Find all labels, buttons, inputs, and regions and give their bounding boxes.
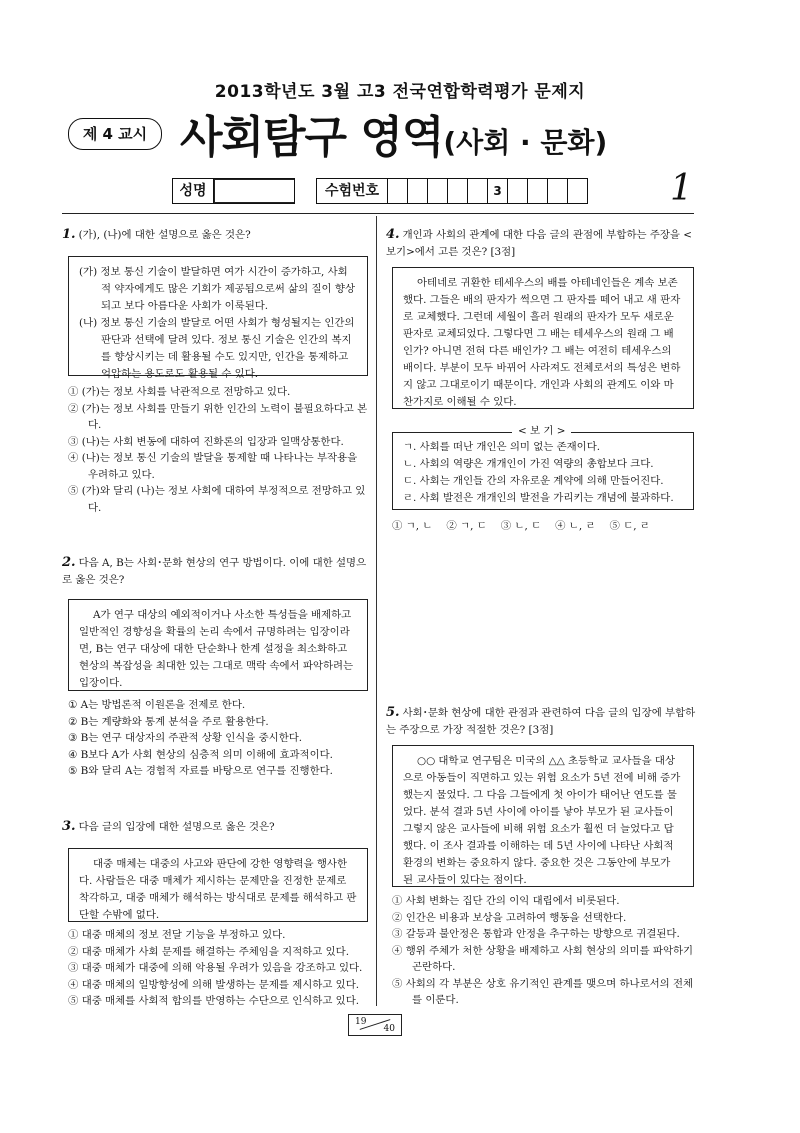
options-list — [392, 893, 696, 1009]
option[interactable]: ③ B는 연구 대상자의 주관적 상황 인식을 중시한다. — [68, 732, 303, 744]
bogi-title: < 보 기 > — [512, 423, 571, 439]
passage-box — [68, 256, 368, 380]
option[interactable]: ④ 대중 매체의 일방향성에 의해 발생하는 문제를 제시하고 있다. — [68, 978, 360, 991]
subject-main: 사회탐구 영역 — [180, 112, 444, 163]
bogi-container — [392, 432, 694, 510]
question-text: 다음 글의 입장에 대한 설명으로 옳은 것은? — [78, 821, 275, 833]
option[interactable]: ③ 갈등과 불안정은 통합과 안정을 추구하는 방향으로 귀결된다. — [392, 928, 680, 940]
passage-ga: (가) 정보 통신 기술이 발달하면 여가 시간이 증가하고, 사회적 약자에게도 많은 기회가 제공됨으로써 삶의 질이 향상되고 보다 아름다운 사회가 이룩된다. — [79, 266, 355, 312]
option[interactable]: ⑤ 대중 매체를 사회적 합의를 반영하는 수단으로 인식하고 있다. — [68, 995, 360, 1007]
question-number: 3. — [62, 819, 76, 834]
exam-number-cell[interactable] — [448, 179, 468, 203]
option[interactable]: ② 대중 매체가 사회 문제를 해결하는 주체임을 지적하고 있다. — [68, 945, 350, 958]
page-counter — [348, 1014, 402, 1036]
name-box[interactable] — [214, 179, 294, 203]
question-text: 개인과 사회의 관계에 대한 다음 글의 관점에 부합하는 주장을 <보기>에서 고른 것은? [3점] — [386, 229, 692, 258]
options-list — [68, 384, 368, 516]
exam-number-cell[interactable] — [548, 179, 568, 203]
subject-title — [180, 101, 607, 165]
option[interactable]: ② ㄱ, ㄷ — [446, 520, 487, 532]
exam-number-cell[interactable] — [508, 179, 528, 203]
option[interactable]: ③ ㄴ, ㄷ — [500, 520, 542, 532]
exam-number-label: 수험번호 — [317, 179, 388, 203]
options-list — [68, 927, 373, 1010]
option[interactable]: ② (가)는 정보 사회를 만들기 위한 인간의 노력이 불필요하다고 본다. — [68, 402, 368, 431]
option[interactable]: ⑤ B와 달리 A는 경험적 자료를 바탕으로 연구를 진행한다. — [68, 765, 333, 777]
option[interactable]: ③ (나)는 사회 변동에 대하여 진화론의 입장과 일맥상통한다. — [68, 435, 344, 448]
answer-options — [392, 518, 694, 535]
option[interactable]: ① 대중 매체의 정보 전달 기능을 부정하고 있다. — [68, 929, 286, 941]
question-2 — [62, 554, 367, 589]
passage-box: A가 연구 대상의 예외적이거나 사소한 특성들을 배제하고 일반적인 경향성을 확률의 논리 속에서 규명하려는 입장이라면, B는 연구 대상에 대한 단순화나 한계 설정을 최소화하고 현상의 복잡성을 최대한 있는 그대로 맥락 속에서 파악하려는 입장이다. — [68, 599, 368, 691]
period-badge: 제 4 교시 — [68, 118, 162, 150]
header-divider — [62, 213, 694, 214]
bogi-item: ㄷ. 사회는 개인들 간의 자유로운 계약에 의해 만들어진다. — [403, 475, 664, 487]
passage-box: 대중 매체는 대중의 사고와 판단에 강한 영향력을 행사한다. 사람들은 대중 매체가 제시하는 문제만을 진정한 문제로 착각하고, 대중 매체가 해석하는 방식대로 문제를 해석하고 판단할 수밖에 없다. — [68, 848, 368, 922]
question-number: 2. — [62, 555, 76, 570]
name-label: 성명 — [173, 179, 214, 203]
option[interactable]: ④ (나)는 정보 통신 기술의 발달을 통제할 때 나타나는 부작용을 우려하고 있다. — [68, 452, 358, 481]
exam-number-cell[interactable] — [568, 179, 587, 203]
bogi-item: ㄴ. 사회의 역량은 개개인이 가진 역량의 총합보다 크다. — [403, 458, 654, 470]
question-5 — [386, 704, 696, 739]
page-number: 1 — [670, 168, 693, 209]
bogi-item: ㄹ. 사회 발전은 개개인의 발전을 가리키는 개념에 불과하다. — [403, 492, 674, 504]
option[interactable]: ⑤ 사회의 각 부분은 상호 유기적인 관계를 맺으며 하나로서의 전체를 이룬다. — [392, 977, 694, 1006]
exam-number-cell[interactable] — [468, 179, 488, 203]
column-divider — [376, 216, 377, 1006]
exam-number-digit: 3 — [488, 179, 508, 203]
question-text: 사회･문화 현상에 대한 관점과 관련하여 다음 글의 입장에 부합하는 주장으로 가장 적절한 것은? [3점] — [386, 707, 696, 736]
name-field[interactable] — [172, 178, 295, 204]
question-3 — [62, 818, 367, 836]
option[interactable]: ② 인간은 비용과 보상을 고려하여 행동을 선택한다. — [392, 911, 627, 924]
option[interactable]: ② B는 계량화와 통계 분석을 주로 활용한다. — [68, 715, 269, 728]
option[interactable]: ④ 행위 주체가 처한 상황을 배제하고 사회 현상의 의미를 파악하기 곤란하다. — [392, 944, 694, 973]
option[interactable]: ① A는 방법론적 이원론을 전제로 한다. — [68, 699, 246, 711]
option[interactable]: ① ㄱ, ㄴ — [392, 520, 433, 532]
exam-number-field[interactable] — [316, 178, 588, 204]
question-text: (가), (나)에 대한 설명으로 옳은 것은? — [78, 229, 251, 241]
options-list — [68, 697, 368, 780]
exam-number-cell[interactable] — [528, 179, 548, 203]
question-4 — [386, 226, 696, 261]
subject-sub: (사회 · 문화) — [443, 126, 608, 159]
bogi-item: ㄱ. 사회를 떠난 개인은 의미 없는 존재이다. — [403, 441, 601, 453]
question-number: 1. — [62, 227, 76, 242]
option[interactable]: ④ B보다 A가 사회 현상의 심층적 의미 이해에 효과적이다. — [68, 748, 333, 761]
passage-box: 아테네로 귀환한 테세우스의 배를 아테네인들은 계속 보존했다. 그들은 배의 판자가 썩으면 그 판자를 떼어 내고 새 판자로 교체했다. 그런데 세월이 흘러 원래의 판자가 모두 새로운 판자로 교체되었다. 그렇다면 그 배는 테세우스의 원래 그 배인가? 아니면 전혀 다른 배인가? 그 배는 여전히 테세우스의 배이다. 부분이 모두 바뀌어 사라져도 전체로서의 특성은 변하지 않고 그대로이기 때문이다. 개인과 사회의 관계도 이와 마찬가지로 이해될 수 있다. — [392, 267, 694, 409]
option[interactable]: ① (가)는 정보 사회를 낙관적으로 전망하고 있다. — [68, 386, 291, 398]
option[interactable]: ③ 대중 매체가 대중에 의해 악용될 우려가 있음을 강조하고 있다. — [68, 962, 363, 974]
option[interactable]: ① 사회 변화는 집단 간의 이익 대립에서 비롯된다. — [392, 895, 620, 907]
question-number: 5. — [386, 705, 400, 720]
page-current: 19 — [355, 1017, 367, 1027]
exam-number-cell[interactable] — [428, 179, 448, 203]
question-1 — [62, 226, 367, 244]
option[interactable]: ⑤ ㄷ, ㄹ — [609, 520, 650, 532]
exam-title: 2013학년도 3월 고3 전국연합학력평가 문제지 — [214, 82, 586, 102]
passage-na: (나) 정보 통신 기술의 발달로 어떤 사회가 형성될지는 인간의 판단과 선택에 달려 있다. 정보 통신 기술은 인간의 복지를 향상시키는 데 활용될 수도 있지만, 인간을 통제하고 억압하는 용도로도 활용될 수 있다. — [79, 317, 355, 380]
option[interactable]: ⑤ (가)와 달리 (나)는 정보 사회에 대하여 부정적으로 전망하고 있다. — [68, 485, 366, 514]
question-number: 4. — [386, 227, 400, 242]
exam-number-cell[interactable] — [388, 179, 408, 203]
page-total: 40 — [383, 1024, 395, 1034]
option[interactable]: ④ ㄴ, ㄹ — [555, 520, 596, 532]
question-text: 다음 A, B는 사회･문화 현상의 연구 방법이다. 이에 대한 설명으로 옳은 것은? — [62, 557, 367, 586]
passage-box: ○○ 대학교 연구팀은 미국의 △△ 초등학교 교사들을 대상으로 아동들이 직면하고 있는 위험 요소가 5년 전에 비해 증가했는지 물었다. 그 다음 그들에게 첫 아이가 태어난 연도를 물었다. 분석 결과 5년 사이에 아이를 낳아 부모가 된 교사들이 그렇지 않은 교사들에 비해 위험 요소가 훨씬 더 늘었다고 답했다. 이 조사 결과를 이해하는 데 5년 사이에 나타난 사회적 환경의 변화는 중요하지 않다. 중요한 것은 그동안에 부모가 된 교사들이 있다는 점이다. — [392, 745, 694, 887]
exam-number-cell[interactable] — [408, 179, 428, 203]
